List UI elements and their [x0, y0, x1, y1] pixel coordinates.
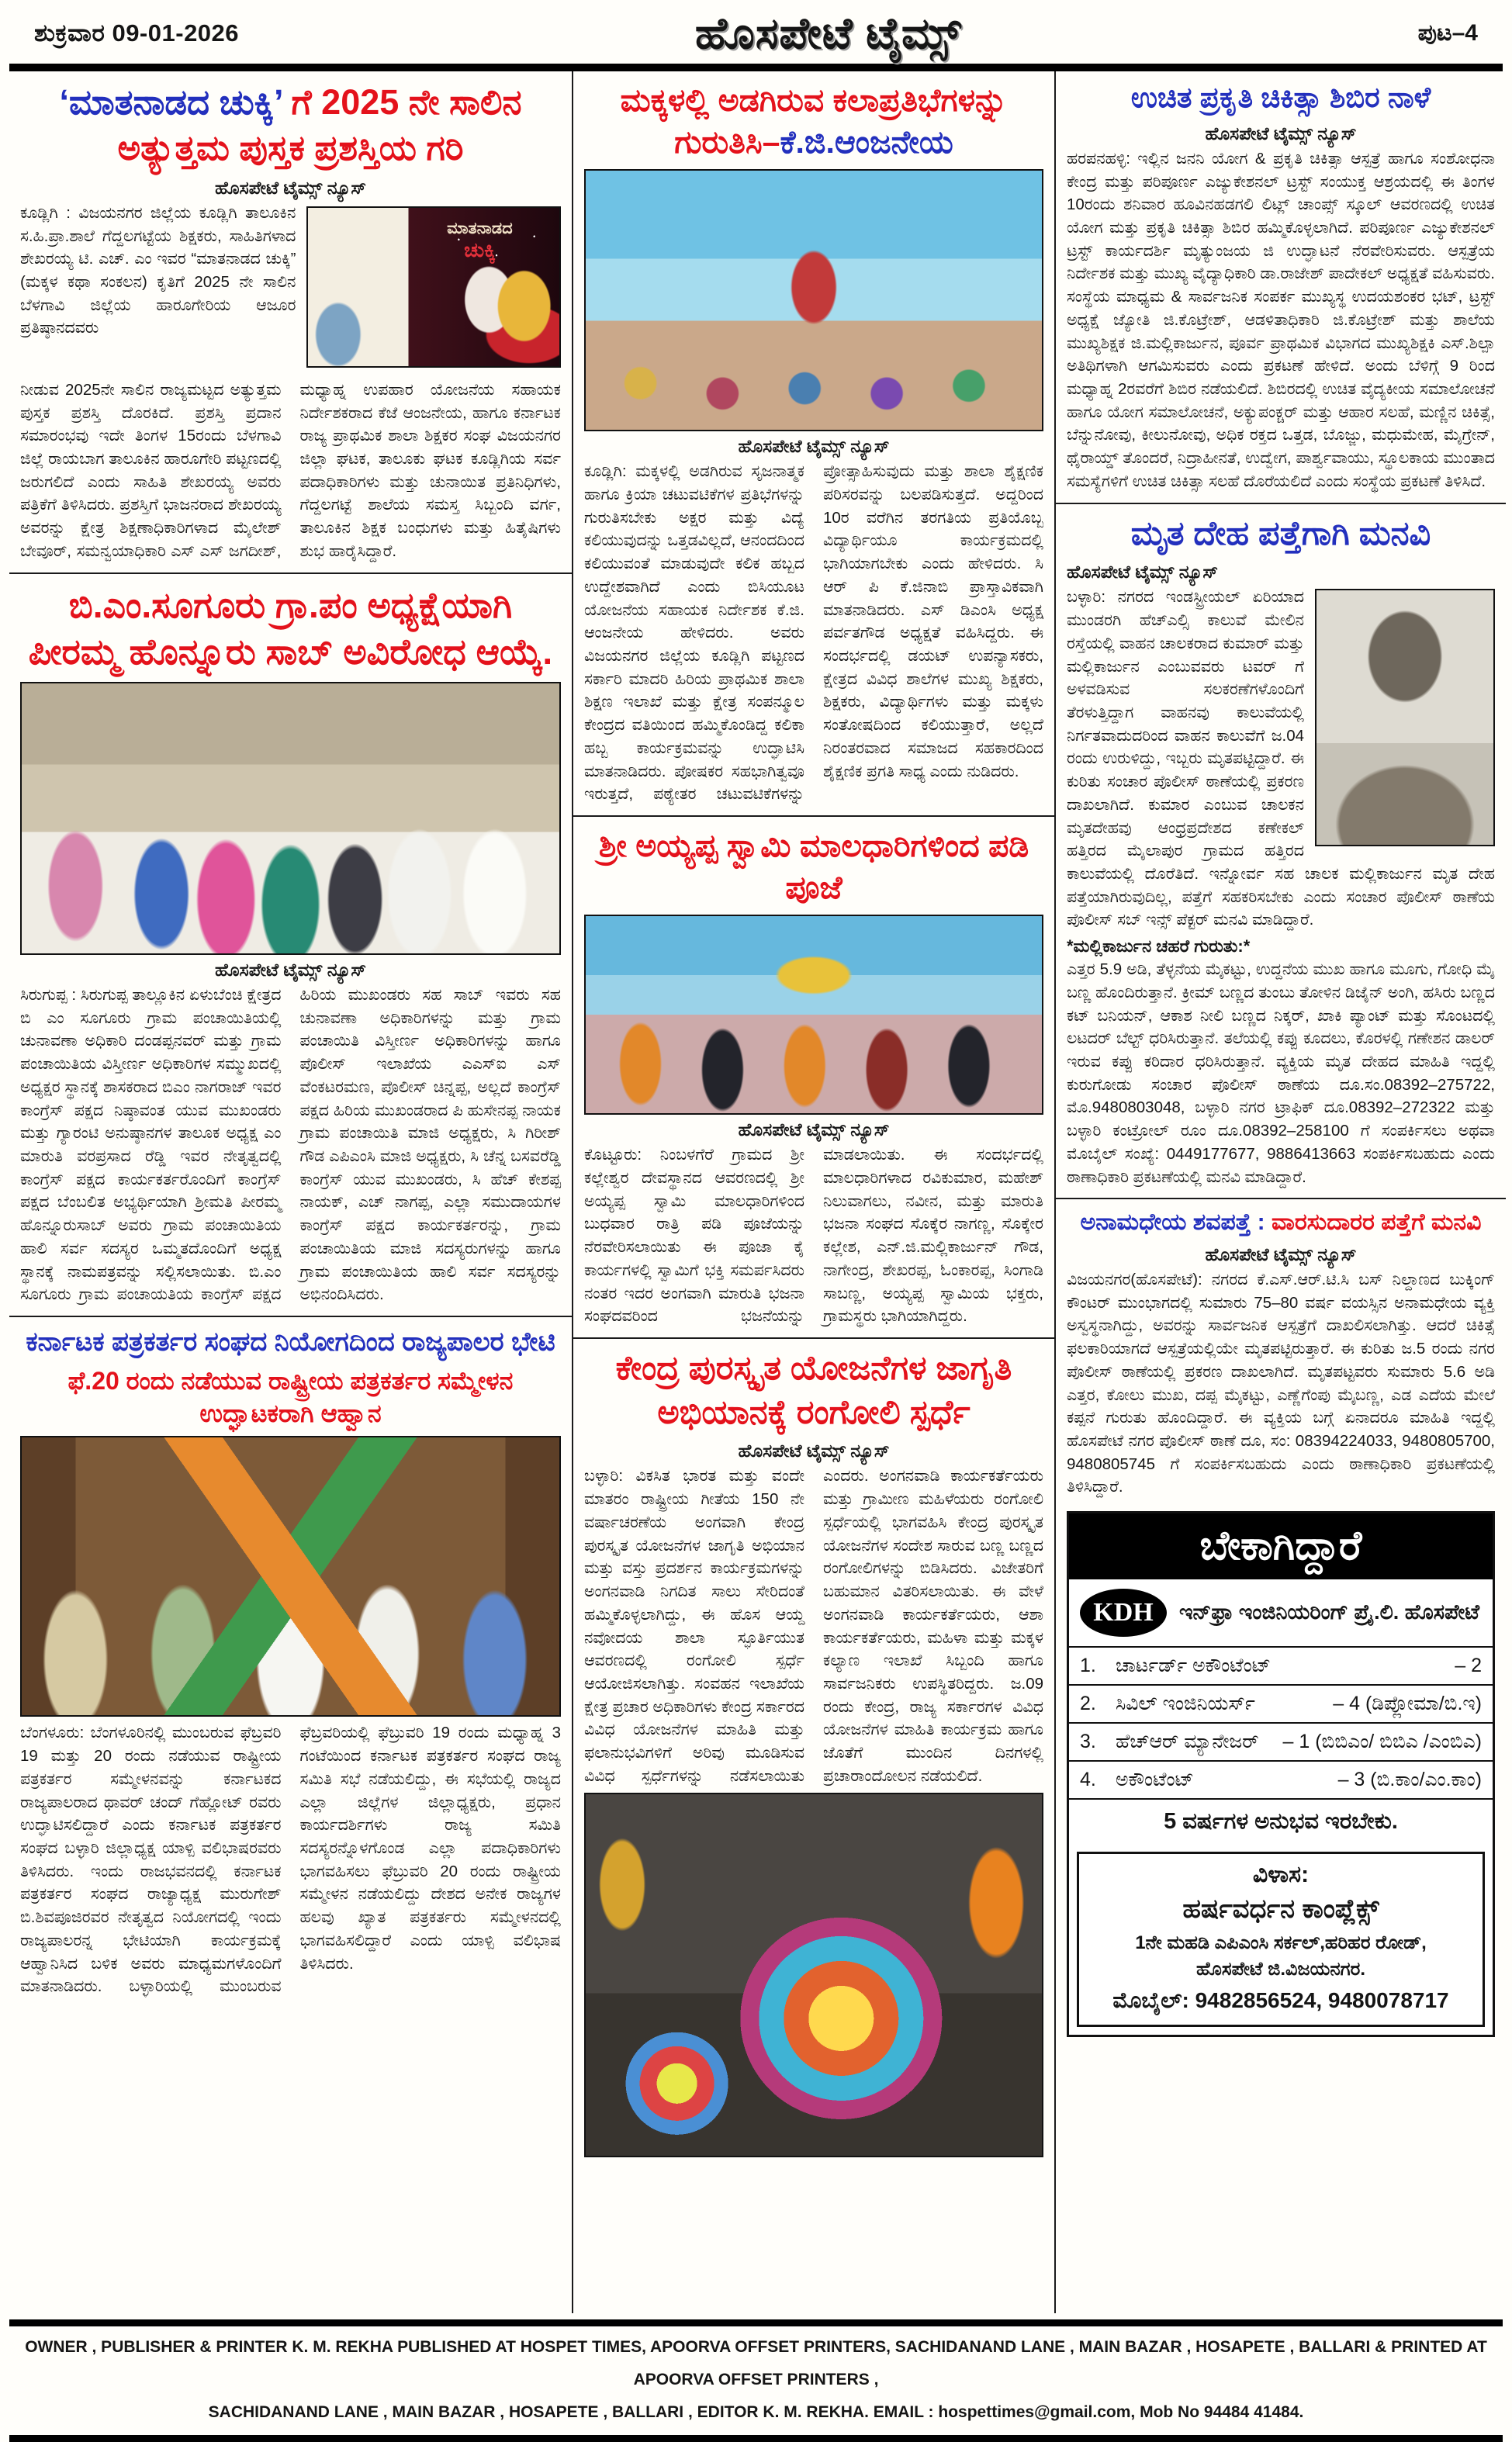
article-divider — [1056, 1198, 1506, 1199]
article-headline: ಮಕ್ಕಳಲ್ಲಿ ಅಡಗಿರುವ ಕಲಾಪ್ರತಿಭೆಗಳನ್ನು ಗುರುತಿಸಿ–ಕೆ.ಜಿ.ಆಂಜನೇಯ — [620, 82, 1008, 161]
ad-address-line1: 1ನೇ ಮಹಡಿ ಎಪಿಎಂಸಿ ಸರ್ಕಲ್,ಹರಿಹರ ರೋಡ್, — [1135, 1932, 1427, 1954]
ad-company-name: ಇನ್‌ಫ್ರಾ ಇಂಜಿನಿಯರಿಂಗ್ ಪ್ರೈ.ಲಿ. ಹೊಸಪೇಟೆ — [1179, 1600, 1480, 1624]
article-divider — [9, 572, 572, 574]
imprint-line-2: SACHIDANAND LANE , MAIN BAZAR , HOSAPETE , BALLARI , EDITOR K. M. REKHA. EMAIL : hospettimes@gmail.com, Mob No 94484 41484. — [208, 2403, 1304, 2421]
article-body-wrap — [1067, 586, 1495, 1188]
ad-experience-note: 5 ವರ್ಷಗಳ ಅನುಭವ ಇರಬೇಕು. — [1164, 1809, 1398, 1835]
article-headline: ಬಿ.ಎಂ.ಸೂಗೂರು ಗ್ರಾ.ಪಂ ಅಧ್ಯಕ್ಷೆಯಾಗಿ ಪೀರಮ್ಮ ಹೊನ್ನೂರು ಸಾಬ್ ಅವಿರೋಧ ಆಯ್ಕೆ. — [28, 584, 553, 673]
ad-mobile: ಮೊಬೈಲ್: 9482856524, 9480078717 — [1112, 1988, 1449, 2013]
ad-title: ಬೇಕಾಗಿದ್ದಾರೆ — [1069, 1513, 1493, 1579]
ad-address-line2: ಹೊಸಪೇಟೆ ಜಿ.ವಿಜಯನಗರ. — [1195, 1959, 1366, 1980]
ad-address-box — [1077, 1852, 1485, 2027]
article-body: ಬಳ್ಳಾರಿ: ವಿಕಸಿತ ಭಾರತ ಮತ್ತು ವಂದೇ ಮಾತರಂ ರಾಷ್ಟ್ರೀಯ ಗೀತೆಯ 150 ನೇ ವರ್ಷಾಚರಣೆಯ ಅಂಗವಾಗಿ ಕೇಂದ್ರ ಪುರಸ್ಕೃತ ಯೋಜನೆಗಳ ಜಾಗೃತಿ ಅಭಿಯಾನ ಮತ್ತು ವಸ್ತು ಪ್ರದರ್ಶನ ಕಾರ್ಯಕ್ರಮಗಳನ್ನು ಅಂಗನವಾಡಿ ನಿಗದಿತ ಸಾಲು ಸೇರಿದಂತೆ ಹಮ್ಮಿಕೊಳ್ಳಲಾಗಿದ್ದು, ಈ ಹೊಸ ಆಯ್ದ ನವೋದಯ ಶಾಲಾ ಸ್ಫೂರ್ತಿಯುತ ಆವರಣದಲ್ಲಿ ರಂಗೋಲಿ ಸ್ಪರ್ಧೆ ಆಯೋಜಿಸಲಾಗಿತ್ತು. ಸಂವಹನ ಇಲಾಖೆಯ ಕ್ಷೇತ್ರ ಪ್ರಚಾರ ಅಧಿಕಾರಿಗಳು ಕೇಂದ್ರ ಸರ್ಕಾರದ ವಿವಿಧ ಯೋಜನೆಗಳ ಮಾಹಿತಿ ಮತ್ತು ಫಲಾನುಭವಿಗಳಿಗೆ ಅರಿವು ಮೂಡಿಸುವ ವಿವಿಧ ಸ್ಪರ್ಧೆಗಳನ್ನು ನಡೆಸಲಾಯಿತು ಎಂದರು. ಅಂಗನವಾಡಿ ಕಾರ್ಯಕರ್ತೆಯರು ಮತ್ತು ಗ್ರಾಮೀಣ ಮಹಿಳೆಯರು ರಂಗೋಲಿ ಸ್ಪರ್ಧೆಯಲ್ಲಿ ಭಾಗವಹಿಸಿ ಕೇಂದ್ರ ಪುರಸ್ಕೃತ ಯೋಜನೆಗಳ ಸಂದೇಶ ಸಾರುವ ಬಣ್ಣ ಬಣ್ಣದ ರಂಗೋಲಿಗಳನ್ನು ಬಿಡಿಸಿದರು. ವಿಜೇತರಿಗೆ ಬಹುಮಾನ ವಿತರಿಸಲಾಯಿತು. ಈ ವೇಳೆ ಅಂಗನವಾಡಿ ಕಾರ್ಯಕರ್ತೆಯರು, ಆಶಾ ಕಾರ್ಯಕರ್ತೆಯರು, ಮಹಿಳಾ ಮತ್ತು ಮಕ್ಕಳ ಕಲ್ಯಾಣ ಇಲಾಖೆ ಸಿಬ್ಬಂದಿ ಹಾಗೂ ಸಾರ್ವಜನಿಕರು ಉಪಸ್ಥಿತರಿದ್ದರು. ಜ.09 ರಂದು ಕೇಂದ್ರ, ರಾಜ್ಯ ಸರ್ಕಾರಗಳ ವಿವಿಧ ಯೋಜನೆಗಳ ಮಾಹಿತಿ ಕಾರ್ಯಕ್ರಮ ಹಾಗೂ ಜೊತೆಗೆ ಮುಂದಿನ ದಿನಗಳಲ್ಲಿ ಪ್ರಚಾರಾಂದೋಲನ ನಡೆಯಲಿದೆ. — [584, 1467, 1043, 1785]
article-lead — [20, 202, 561, 372]
article-body: ಬೆಂಗಳೂರು: ಬೆಂಗಳೂರಿನಲ್ಲಿ ಮುಂಬರುವ ಫೆಬ್ರವರಿ 19 ಮತ್ತು 20 ರಂದು ನಡೆಯುವ ರಾಷ್ಟ್ರೀಯ ಪತ್ರಕರ್ತರ ಸಮ್ಮೇಳನವನ್ನು ಕರ್ನಾಟಕದ ರಾಜ್ಯಪಾಲರಾದ ಥಾವರ್ ಚಂದ್ ಗೆಹ್ಲೋಟ್ ರವರು ಉದ್ಘಾಟಿಸಲಿದ್ದಾರೆ ಎಂದು ಕರ್ನಾಟಕ ಪತ್ರಕರ್ತರ ಸಂಘದ ಬಳ್ಳಾರಿ ಜಿಲ್ಲಾಧ್ಯಕ್ಷ ಯಾಳ್ಪಿ ವಲಿಭಾಷರವರು ತಿಳಿಸಿದರು. ಇಂದು ರಾಜಭವನದಲ್ಲಿ ಕರ್ನಾಟಕ ಪತ್ರಕರ್ತರ ಸಂಘದ ರಾಜ್ಯಾಧ್ಯಕ್ಷ ಮುರುಗೇಶ್ ಬಿ.ಶಿವಪೂಜಿರವರ ನೇತೃತ್ವದ ನಿಯೋಗದಲ್ಲಿ ಇಂದು ರಾಜ್ಯಪಾಲರನ್ನ ಭೇಟಿಯಾಗಿ ಕಾರ್ಯಕ್ರಮಕ್ಕೆ ಆಹ್ವಾನಿಸಿದ ಬಳಿಕ ಅವರು ಮಾಧ್ಯಮಗಳೊಂದಿಗೆ ಮಾತನಾಡಿದರು. ಬಳ್ಳಾರಿಯಲ್ಲಿ ಮುಂಬರುವ ಫೆಬ್ರವರಿಯಲ್ಲಿ ಫೆಬ್ರುವರಿ 19 ರಂದು ಮಧ್ಯಾಹ್ನ 3 ಗಂಟೆಯಿಂದ ಕರ್ನಾಟಕ ಪತ್ರಕರ್ತರ ಸಂಘದ ರಾಜ್ಯ ಸಮಿತಿ ಸಭೆ ನಡೆಯಲಿದ್ದು, ಈ ಸಭೆಯಲ್ಲಿ ರಾಜ್ಯದ ಎಲ್ಲಾ ಜಿಲ್ಲೆಗಳ ಜಿಲ್ಲಾಧ್ಯಕ್ಷರು, ಪ್ರಧಾನ ಕಾರ್ಯದರ್ಶಿಗಳು ರಾಜ್ಯ ಸಮಿತಿ ಸದಸ್ಯರನ್ನೊಳಗೊಂಡ ಎಲ್ಲಾ ಪದಾಧಿಕಾರಿಗಳು ಭಾಗವಹಿಸಲು ಫೆಬ್ರುವರಿ 20 ರಂದು ರಾಷ್ಟ್ರೀಯ ಸಮ್ಮೇಳನ ನಡೆಯಲಿದ್ದು ದೇಶದ ಅನೇಕ ರಾಜ್ಯಗಳ ಹಲವು ಖ್ಯಾತ ಪತ್ರಕರ್ತರು ಸಮ್ಮೇಳನದಲ್ಲಿ ಭಾಗವಹಿಸಲಿದ್ದಾರೆ ಎಂದು ಯಾಳ್ಪಿ ವಲಿಭಾಷ ತಿಳಿಸಿದರು. — [20, 1724, 561, 1996]
school-event-photo — [584, 169, 1043, 431]
article-body-2: ಎತ್ತರ 5.9 ಅಡಿ, ತೆಳ್ಳನೆಯ ಮೈಕಟ್ಟು, ಉದ್ದನೆಯ ಮುಖ ಹಾಗೂ ಮೂಗು, ಗೋಧಿ ಮೈ ಬಣ್ಣ ಹೊಂದಿರುತ್ತಾನೆ. ಕ್ರೀಮ್ ಬಣ್ಣದ ತುಂಬು ತೋಳಿನ ಡಿಜೈನ್ ಅಂಗಿ, ಹಸಿರು ಬಣ್ಣದ ಕಟ್ ಬನಿಯನ್, ಆಕಾಶ ನೀಲಿ ಬಣ್ಣದ ನಿಕ್ಕರ್, ಖಾಕಿ ಪ್ಯಾಂಟ್ ಮತ್ತು ಸೊಂಟದಲ್ಲಿ ಲಟದರ್ ಬೆಲ್ಟ್ ಧರಿಸಿರುತ್ತಾನೆ. ತಲೆಯಲ್ಲಿ ಕಪ್ಪು ಕೂದಲು, ಕೊರಳಲ್ಲಿ ಗಣೇಶನ ಡಾಲರ್ ಇರುವ ಕಪ್ಪು ಕರಿದಾರ ಧರಿಸಿರುತ್ತಾನೆ. ವ್ಯಕ್ತಿಯ ಮೃತ ದೇಹದ ಮಾಹಿತಿ ಇದ್ದಲ್ಲಿ ಕುರುಗೋಡು ಸಂಚಾರ ಪೊಲೀಸ್ ಠಾಣೆಯ ದೂ.ಸಂ.08392–275722, ಮೊ.9480803048, ಬಳ್ಳಾರಿ ನಗರ ಟ್ರಾಫಿಕ್ ದೂ.08392–272322 ಮತ್ತು ಬಳ್ಳಾರಿ ಕಂಟ್ರೋಲ್ ರೂಂ ದೂ.08392–258100 ಗೆ ಸಂಪರ್ಕಿಸಲು ಅಥವಾ ಮೊಬೈಲ್ ಸಂಖ್ಯೆ: 0449177677, 9886413663 ಸಂಪರ್ಕಿಸಬಹುದು ಎಂದು ಠಾಣಾಧಿಕಾರಿ ಪ್ರಕಟಣೆಯಲ್ಲಿ ಮನವಿ ಮಾಡಿದ್ದಾರೆ. — [1067, 960, 1495, 1186]
article-divider — [573, 1337, 1054, 1339]
article-body: ಬಳ್ಳಾರಿ: ನಗರದ ಇಂಡಸ್ಟ್ರೀಯಲ್ ಏರಿಯಾದ ಮುಂಡರಗಿ ಹೆಚ್ಎಲ್ಸಿ ಕಾಲುವೆ ಮೇಲಿನ ರಸ್ತೆಯಲ್ಲಿ ವಾಹನ ಚಾಲಕರಾದ ಕುಮಾರ್ ಮತ್ತು ಮಲ್ಲಿಕಾರ್ಜುನ ಎಂಬುವವರು ಟವರ್ ಗೆ ಅಳವಡಿಸುವ ಸಲಕರಣೆಗಳೊಂದಿಗೆ ತೆರಳುತ್ತಿದ್ದಾಗ ವಾಹನವು ಕಾಲುವೆಯಲ್ಲಿ ನಿರ್ಗತವಾದುದರಿಂದ ವಾಹನ ಕಾಲುವೆಗೆ ಜ.04 ರಂದು ಉರುಳಿದ್ದು, ಇಬ್ಬರು ಮೃತಪಟ್ಟಿದ್ದಾರೆ. ಈ ಕುರಿತು ಸಂಚಾರ ಪೊಲೀಸ್ ಠಾಣೆಯಲ್ಲಿ ಪ್ರಕರಣ ದಾಖಲಾಗಿದೆ. ಕುಮಾರ ಎಂಬುವ ಚಾಲಕನ ಮೃತದೇಹವು ಆಂಧ್ರಪ್ರದೇಶದ ಕಣೇಕಲ್ ಹತ್ತಿರದ ಮೈಲಾಪುರ ಗ್ರಾಮದ ಹತ್ತಿರದ ಕಾಲುವೆಯಲ್ಲಿ ದೊರೆತಿದೆ. ಇನ್ನೋರ್ವ ಸಹ ಚಾಲಕ ಮಲ್ಲಿಕಾರ್ಜುನ ಮೃತ ದೇಹ ಪತ್ತೆಯಾಗಿರುವುದಿಲ್ಲ, ಪತ್ತೆಗೆ ಸಹಕರಿಸಬೇಕು ಎಂದು ಸಂಚಾರ ಪೊಲೀಸ್ ಠಾಣೆಯ ಪೊಲೀಸ್ ಸಬ್ ಇನ್ಸ್ ಪೆಕ್ಟರ್ ಮನವಿ ಮಾಡಿದ್ದಾರೆ. — [1067, 588, 1495, 929]
article-divider — [573, 815, 1054, 817]
byline: ಹೊಸಪೇಟೆ ಟೈಮ್ಸ್ ನ್ಯೂಸ್ — [214, 177, 366, 198]
byline: ಹೊಸಪೇಟೆ ಟೈಮ್ಸ್ ನ್ಯೂಸ್ — [738, 1119, 890, 1140]
missing-person-portrait — [1315, 589, 1495, 846]
footer-rule-top — [9, 2319, 1503, 2326]
article-headline: ಶ್ರೀ ಅಯ್ಯಪ್ಪ ಸ್ವಾಮಿ ಮಾಲಧಾರಿಗಳಿಂದ ಪಡಿ ಪೂಜೆ — [598, 828, 1029, 906]
article-missing-body-appeal — [1067, 512, 1495, 1189]
article-headline: ಮೃತ ದೇಹ ಪತ್ತೆಗಾಗಿ ಮನವಿ — [1130, 514, 1431, 552]
byline: ಹೊಸಪೇಟೆ ಟೈಮ್ಸ್ ನ್ಯೂಸ್ — [738, 436, 890, 457]
job-advertisement — [1067, 1511, 1495, 2037]
masthead-rule — [9, 64, 1503, 71]
book-cover-photo — [306, 206, 561, 368]
column-3 — [1054, 71, 1506, 2313]
devotees-photo — [584, 915, 1043, 1115]
identification-subhead: *ಮಲ್ಲಿಕಾರ್ಜುನ ಚಹರೆ ಗುರುತು:* — [1067, 936, 1251, 956]
byline: ಹೊಸಪೇಟೆ ಟೈಮ್ಸ್ ನ್ಯೂಸ್ — [738, 1441, 890, 1461]
article-headline: ಉಚಿತ ಪ್ರಕೃತಿ ಚಿಕಿತ್ಸಾ ಶಿಬಿರ ನಾಳೆ — [1130, 81, 1431, 113]
article-ayyappa-pooja — [584, 825, 1043, 1328]
byline: ಹೊಸಪೇಟೆ ಟೈಮ್ಸ್ ನ್ಯೂಸ್ — [214, 959, 366, 980]
article-divider — [9, 1316, 572, 1317]
ad-vacancy-row: 1. ಚಾರ್ಟರ್ಡ್ ಅಕೌಂಟೆಂಟ್ – 2 — [1069, 1648, 1493, 1686]
article-journalists-governor-meet — [20, 1325, 561, 1998]
article-body: ಸಿರುಗುಪ್ಪ : ಸಿರುಗುಪ್ಪ ತಾಲ್ಲೂಕಿನ ಏಳುಬೆಂಚಿ ಕ್ಷೇತ್ರದ ಬಿ ಎಂ ಸೂಗೂರು ಗ್ರಾಮ ಪಂಚಾಯಿತಿಯಲ್ಲಿ ಚುನಾವಣಾ ಅಧಿಕಾರಿ ದಂಡಪ್ಪನವರ್ ಮತ್ತು ಗ್ರಾಮ ಪಂಚಾಯಿತಿಯ ವಿಸ್ತೀರ್ಣ ಅಧಿಕಾರಿಗಳ ಸಮ್ಮುಖದಲ್ಲಿ ಅಧ್ಯಕ್ಷರ ಸ್ಥಾನಕ್ಕೆ ಶಾಸಕರಾದ ಬಿಎಂ ನಾಗರಾಜ್ ಇವರ ಕಾಂಗ್ರೆಸ್ ಪಕ್ಷದ ನಿಷ್ಠಾವಂತ ಯುವ ಮುಖಂಡರು ಮತ್ತು ಗ್ಯಾರಂಟಿ ಅನುಷ್ಠಾನಗಳ ತಾಲೂಕ ಅಧ್ಯಕ್ಷ ಎಂ ಮಾರುತಿ ವರಪ್ರಸಾದ ರೆಡ್ಡಿ ಇವರ ನೇತೃತ್ವದಲ್ಲಿ ಕಾಂಗ್ರೆಸ್ ಪಕ್ಷದ ಕಾರ್ಯಕರ್ತರೊಂದಿಗೆ ಕಾಂಗ್ರೆಸ್ ಪಕ್ಷದ ಬೆಂಬಲಿತ ಅಭ್ಯರ್ಥಿಯಾಗಿ ಶ್ರೀಮತಿ ಪೀರಮ್ಮ ಹೊನ್ನೂರುಸಾಬ್ ಅವರು ಗ್ರಾಮ ಪಂಚಾಯಿತಿಯ ಹಾಲಿ ಸರ್ವ ಸದಸ್ಯರ ಒಮ್ಮತದೊಂದಿಗೆ ಅಧ್ಯಕ್ಷ ಸ್ಥಾನಕ್ಕೆ ನಾಮಪತ್ರವನ್ನು ಸಲ್ಲಿಸಲಾಯಿತು. ಬಿ.ಎಂ ಸೂಗೂರು ಗ್ರಾಮ ಪಂಚಾಯತಿಯ ಕಾಂಗ್ರೆಸ್ ಪಕ್ಷದ ಹಿರಿಯ ಮುಖಂಡರು ಸಹ ಸಾಬ್ ಇವರು ಸಹ ಚುನಾವಣಾ ಅಧಿಕಾರಿಗಳನ್ನು ಮತ್ತು ಗ್ರಾಮ ಪಂಚಾಯಿತಿ ವಿಸ್ತೀರ್ಣ ಅಧಿಕಾರಿಗಳನ್ನು ಹಾಗೂ ಪೊಲೀಸ್ ಇಲಾಖೆಯ ಎಎಸ್ಐ ಎಸ್ ವೆಂಕಟರಮಣ, ಪೊಲೀಸ್ ಚಿನ್ನಪ್ಪ, ಅಲ್ಲದೆ ಕಾಂಗ್ರೆಸ್ ಪಕ್ಷದ ಹಿರಿಯ ಮುಖಂಡರಾದ ಪಿ ಹುಸೇನಪ್ಪ ನಾಯಕ ಗ್ರಾಮ ಪಂಚಾಯಿತಿ ಮಾಜಿ ಅಧ್ಯಕ್ಷರು, ಸಿ ಗಿರೀಶ್ ಗೌಡ ಎಪಿಎಂಸಿ ಮಾಜಿ ಅಧ್ಯಕ್ಷರು, ಸಿ ಚೆನ್ನ ಬಸವರೆಡ್ಡಿ ಕಾಂಗ್ರೆಸ್ ಯುವ ಮುಖಂಡರು, ಸಿ ಹೆಚ್ ಕೇಶಪ್ಪ ನಾಯಕ್, ಎಚ್ ನಾಗಪ್ಪ, ಎಲ್ಲಾ ಸಮುದಾಯಗಳ ಕಾಂಗ್ರೆಸ್ ಪಕ್ಷದ ಕಾರ್ಯಕರ್ತರನ್ನು, ಗ್ರಾಮ ಪಂಚಾಯಿತಿಯ ಮಾಜಿ ಸದಸ್ಯರುಗಳನ್ನು ಹಾಗೂ ಗ್ರಾಮ ಪಂಚಾಯಿತಿಯ ಹಾಲಿ ಸರ್ವ ಸದಸ್ಯರನ್ನು ಅಭಿನಂದಿಸಿದರು. — [20, 985, 561, 1304]
article-intro: ಕೂಡ್ಲಿಗಿ : ವಿಜಯನಗರ ಜಿಲ್ಲೆಯ ಕೂಡ್ಲಿಗಿ ತಾಲೂಕಿನ ಸ.ಹಿ.ಪ್ರಾ.ಶಾಲೆ ಗೆದ್ದಲಗಟ್ಟೆಯ ಶಿಕ್ಷಕರು, ಸಾಹಿತಿಗಳಾದ ಶೇಖರಯ್ಯ ಟಿ. ಎಚ್. ಎಂ ಇವರ “ಮಾತನಾಡದ ಚುಕ್ಕಿ” (ಮಕ್ಕಳ ಕಥಾ ಸಂಕಲನ) ಕೃತಿಗೆ 2025 ನೇ ಸಾಲಿನ ಬೆಳಗಾವಿ ಜಿಲ್ಲೆಯ ಹಾರೂಗೇರಿಯ ಆಜೂರ ಪ್ರತಿಷ್ಠಾನದವರು — [20, 203, 296, 337]
column-1 — [9, 71, 572, 2313]
article-body: ಕೊಟ್ಟೂರು: ನಿಂಬಳಗೆರೆ ಗ್ರಾಮದ ಶ್ರೀ ಕಲ್ಲೇಶ್ವರ ದೇವಸ್ಥಾನದ ಆವರಣದಲ್ಲಿ ಶ್ರೀ ಅಯ್ಯಪ್ಪ ಸ್ವಾಮಿ ಮಾಲಧಾರಿಗಳಿಂದ ಬುಧವಾರ ರಾತ್ರಿ ಪಡಿ ಪೂಜೆಯನ್ನು ನೆರವೇರಿಸಲಾಯಿತು ಈ ಪೂಜಾ ಕೈ ಕಾರ್ಯಗಳಲ್ಲಿ ಸ್ವಾಮಿಗೆ ಭಕ್ತಿ ಸಮರ್ಪಸಿದರು ನಂತರ ಇದರ ಅಂಗವಾಗಿ ಮಾರುತಿ ಭಜನಾ ಸಂಘದವರಿಂದ ಭಜನೆಯನ್ನು ಮಾಡಲಾಯಿತು. ಈ ಸಂದರ್ಭದಲ್ಲಿ ಮಾಲಧಾರಿಗಳಾದ ರವಿಕುಮಾರ, ಮಹೇಶ್ ನಿಲುವಾಗಲು, ನವೀನ, ಮತ್ತು ಮಾರುತಿ ಭಜನಾ ಸಂಘದ ಸೊಕ್ಕೆರ ನಾಗಣ್ಣ, ಸೊಕ್ಕೇರ ಕಲ್ಲೇಶ, ಎನ್.ಜಿ.ಮಲ್ಲಿಕಾರ್ಜುನ್ ಗೌಡ, ನಾಗೇಂದ್ರ, ಶೇಖರಪ್ಪ, ಓಂಕಾರಪ್ಪ, ಸಿಂಗಾಡಿ ಸಾಬಣ್ಣ, ಅಯ್ಯಪ್ಪ ಸ್ವಾಮಿಯ ಭಕ್ತರು, ಗ್ರಾಮಸ್ಥರು ಭಾಗಿಯಾಗಿದ್ದರು. — [584, 1146, 1043, 1326]
article-body: ನೀಡುವ 2025ನೇ ಸಾಲಿನ ರಾಜ್ಯಮಟ್ಟದ ಅತ್ಯುತ್ತಮ ಪುಸ್ತಕ ಪ್ರಶಸ್ತಿ ದೊರಕಿದೆ. ಪ್ರಶಸ್ತಿ ಪ್ರದಾನ ಸಮಾರಂಭವು ಇದೇ ತಿಂಗಳ 15ರಂದು ಬೆಳಗಾವಿ ಜಿಲ್ಲೆ ರಾಯಬಾಗ ತಾಲೂಕಿನ ಹಾರೂಗೇರಿ ಪಟ್ಟಣದಲ್ಲಿ ಜರುಗಲಿದೆ ಎಂದು ಸಾಹಿತಿ ಶೇಖರಯ್ಯ ಅವರು ಪತ್ರಿಕೆಗೆ ತಿಳಿಸಿದರು. ಪ್ರಶಸ್ತಿಗೆ ಭಾಜನರಾದ ಶೇಖರಯ್ಯ ಅವರನ್ನು ಕ್ಷೇತ್ರ ಶಿಕ್ಷಣಾಧಿಕಾರಿಗಳಾದ ಮೈಲೇಶ್ ಬೇವೂರ್, ಸಮನ್ವಯಾಧಿಕಾರಿ ಎಸ್ ಎಸ್ ಜಗದೀಶ್, ಮಧ್ಯಾಹ್ನ ಉಪಹಾರ ಯೋಜನೆಯ ಸಹಾಯಕ ನಿರ್ದೇಶಕರಾದ ಕೆಜೆ ಆಂಜನೇಯ, ಹಾಗೂ ಕರ್ನಾಟಕ ರಾಜ್ಯ ಪ್ರಾಥಮಿಕ ಶಾಲಾ ಶಿಕ್ಷಕರ ಸಂಘ ವಿಜಯನಗರ ಜಿಲ್ಲಾ ಘಟಕ, ತಾಲೂಕು ಘಟಕ ಕೂಡ್ಲಿಗಿಯ ಸರ್ವ ಪದಾಧಿಕಾರಿಗಳು ಮತ್ತು ಚುನಾಯಿತ ಪ್ರತಿನಿಧಿಗಳು, ಗೆದ್ದಲಗಟ್ಟೆ ಶಾಲೆಯ ಸಮಸ್ತ ಸಿಬ್ಬಂದಿ ವರ್ಗ, ತಾಲೂಕಿನ ಶಿಕ್ಷಕ ಬಂಧುಗಳು ಮತ್ತು ಹಿತೈಷಿಗಳು ಶುಭ ಹಾರೈಸಿದ್ದಾರೆ. — [20, 380, 561, 560]
edition-date: ಶುಕ್ರವಾರ 09-01-2026 — [34, 19, 240, 47]
column-2 — [572, 71, 1054, 2313]
article-grampanchayat-election — [20, 582, 561, 1307]
ad-address-label: ವಿಳಾಸ: — [1252, 1862, 1310, 1888]
article-unclaimed-body — [1067, 1207, 1495, 1499]
article-book-award — [20, 79, 561, 563]
article-headline: ‘ಮಾತನಾಡದ ಚುಕ್ಕಿ’ ಗೆ 2025 ನೇ ಸಾಲಿನ ಅತ್ಯುತ್ತಮ ಪುಸ್ತಕ ಪ್ರಶಸ್ತಿಯ ಗರಿ — [59, 82, 522, 168]
article-rangoli-contest — [584, 1347, 1043, 2157]
article-headline: ಕೇಂದ್ರ ಪುರಸ್ಕೃತ ಯೋಜನೆಗಳ ಜಾಗೃತಿ ಅಭಿಯಾನಕ್ಕೆ ರಂಗೋಲಿ ಸ್ಪರ್ಧೆ — [615, 1349, 1012, 1431]
imprint-line-1: OWNER , PUBLISHER & PRINTER K. M. REKHA PUBLISHED AT HOSPET TIMES, APOORVA OFFSET PRINTERS, SACHIDANAND LANE , MAIN BAZAR , HOSAPETE , BALLARI & PRINTED AT APOORVA OFFSET PRINTERS , — [25, 2338, 1487, 2388]
newspaper-title: ಹೊಸಪೇಟೆ ಟೈಮ್ಸ್ — [694, 8, 962, 57]
article-body: ವಿಜಯನಗರ(ಹೊಸಪೇಟೆ): ನಗರದ ಕೆ.ಎಸ್.ಆರ್.ಟಿ.ಸಿ ಬಸ್ ನಿಲ್ದಾಣದ ಬುಕ್ಕಿಂಗ್ ಕೌಂಟರ್ ಮುಂಭಾಗದಲ್ಲಿ ಸುಮಾರು 75–80 ವರ್ಷ ವಯಸ್ಸಿನ ಅನಾಮಧೇಯ ವ್ಯಕ್ತಿ ಅಸ್ವಸ್ಥನಾಗಿದ್ದು, ಅವರನ್ನು ಸಾರ್ವಜನಿಕ ಆಸ್ಪತ್ರೆಗೆ ದಾಖಲಿಸಲಾಗಿತ್ತು. ಆದರೆ ಚಿಕಿತ್ಸೆ ಫಲಕಾರಿಯಾಗದೆ ಆಸ್ಪತ್ರೆಯಲ್ಲಿಯೇ ಮೃತಪಟ್ಟಿರುತ್ತಾರೆ. ಈ ಕುರಿತು ಜ.5 ರಂದು ನಗರ ಪೊಲೀಸ್ ಠಾಣೆಯಲ್ಲಿ ಪ್ರಕರಣ ದಾಖಲಾಗಿದೆ. ಮೃತಪಟ್ಟವರು ಸುಮಾರು 5.6 ಅಡಿ ಎತ್ತರ, ಕೋಲು ಮುಖ, ದಪ್ಪ ಮೈಕಟ್ಟು, ಎಣ್ಣೆಗೆಂಪು ಮೈಬಣ್ಣ, ಎಡ ಎದೆಯ ಮೇಲೆ ಕಪ್ಪನೆ ಗುರುತು ಹೊಂದಿದ್ದಾರೆ. ಈ ವ್ಯಕ್ತಿಯ ಬಗ್ಗೆ ಏನಾದರೂ ಮಾಹಿತಿ ಇದ್ದಲ್ಲಿ ಹೊಸಪೇಟೆ ನಗರ ಪೊಲೀಸ್ ಠಾಣೆ ದೂ, ಸಂ: 08394224033, 9480805700, 9480805745 ಗೆ ಸಂಪರ್ಕಿಸಬಹುದು ಎಂದು ಠಾಣಾಧಿಕಾರಿ ಪ್ರಕಟಣೆಯಲ್ಲಿ ತಿಳಿಸಿದ್ದಾರೆ. — [1067, 1270, 1495, 1496]
article-headline: ಅನಾಮಧೇಯ ಶವಪತ್ತೆ : ವಾರಸುದಾರರ ಪತ್ತೆಗೆ ಮನವಿ — [1080, 1209, 1482, 1236]
byline: ಹೊಸಪೇಟೆ ಟೈಮ್ಸ್ ನ್ಯೂಸ್ — [1067, 562, 1219, 583]
article-body: ಕೂಡ್ಲಿಗಿ: ಮಕ್ಕಳಲ್ಲಿ ಅಡಗಿರುವ ಸೃಜನಾತ್ಮಕ ಹಾಗೂ ಕ್ರಿಯಾ ಚಟುವಟಿಕೆಗಳ ಪ್ರತಿಭೆಗಳನ್ನು ಗುರುತಿಸಬೇಕು ಅಕ್ಷರ ಮತ್ತು ವಿದ್ಯೆ ಕಲಿಯುವುದನ್ನು ಒತ್ತಡವಿಲ್ಲದೆ, ಆನಂದದಿಂದ ಕಲಿಯುವಂತೆ ಮಾಡುವುದೇ ಕಲಿಕ ಹಬ್ಬದ ಉದ್ದೇಶವಾಗಿದೆ ಎಂದು ಬಿಸಿಯೂಟ ಯೋಜನೆಯ ಸಹಾಯಕ ನಿರ್ದೇಶಕ ಕೆ.ಜಿ. ಆಂಜನೇಯ ಹೇಳಿದರು. ಅವರು ವಿಜಯನಗರ ಜಿಲ್ಲೆಯ ಕೂಡ್ಲಿಗಿ ಪಟ್ಟಣದ ಸರ್ಕಾರಿ ಮಾದರಿ ಹಿರಿಯ ಪ್ರಾಥಮಿಕ ಶಾಲಾ ಶಿಕ್ಷಣ ಇಲಾಖೆ ಮತ್ತು ಕ್ಷೇತ್ರ ಸಂಪನ್ಮೂಲ ಕೇಂದ್ರದ ವತಿಯಿಂದ ಹಮ್ಮಿಕೊಂಡಿದ್ದ ಕಲಿಕಾ ಹಬ್ಬ ಕಾರ್ಯಕ್ರಮವನ್ನು ಉದ್ಘಾಟಿಸಿ ಮಾತನಾಡಿದರು. ಪೋಷಕರ ಸಹಭಾಗಿತ್ವವೂ ಇರುತ್ತದೆ, ಪಠ್ಯೇತರ ಚಟುವಟಿಕೆಗಳನ್ನು ಪ್ರೋತ್ಸಾಹಿಸುವುದು ಮತ್ತು ಶಾಲಾ ಶೈಕ್ಷಣಿಕ ಪರಿಸರವನ್ನು ಬಲಪಡಿಸುತ್ತದೆ. ಅದ್ದರಿಂದ 10ರ ವರೆಗಿನ ತರಗತಿಯ ಪ್ರತಿಯೊಬ್ಬ ವಿದ್ಯಾರ್ಥಿಯೂ ಕಾರ್ಯಕ್ರಮದಲ್ಲಿ ಭಾಗಿಯಾಗಬೇಕು ಎಂದು ಹೇಳಿದರು. ಸಿ ಆರ್ ಪಿ ಕೆ.ಜಿನಾಬಿ ಪ್ರಾಸ್ತಾವಿಕವಾಗಿ ಮಾತನಾಡಿದರು. ಎಸ್ ಡಿಎಂಸಿ ಅಧ್ಯಕ್ಷ ಪರ್ವತಗೌಡ ಅಧ್ಯಕ್ಷತೆ ವಹಿಸಿದ್ದರು. ಈ ಸಂದರ್ಭದಲ್ಲಿ ಡಯಟ್ ಉಪನ್ಯಾಸಕರು, ಕ್ಷೇತ್ರದ ವಿವಿಧ ಶಾಲೆಗಳ ಮುಖ್ಯ ಶಿಕ್ಷಕರು, ಶಿಕ್ಷಕರು, ವಿದ್ಯಾರ್ಥಿಗಳು ಮತ್ತು ಮಕ್ಕಳು ಸಂತೋಷದಿಂದ ಕಲಿಯುತ್ತಾರೆ, ಅಲ್ಲದೆ ನಿರಂತರವಾದ ಸಮಾಜದ ಸಹಕಾರದಿಂದ ಶೈಕ್ಷಣಿಕ ಪ್ರಗತಿ ಸಾಧ್ಯ ಎಂದು ನುಡಿದರು. — [584, 462, 1043, 804]
article-body: ಹರಪನಹಳ್ಳಿ: ಇಲ್ಲಿನ ಜನನಿ ಯೋಗ & ಪ್ರಕೃತಿ ಚಿಕಿತ್ಸಾ ಆಸ್ಪತ್ರೆ ಹಾಗೂ ಸಂಶೋಧನಾ ಕೇಂದ್ರ ಮತ್ತು ಪರಿಪೂರ್ಣ ಎಜ್ಯುಕೇಶನಲ್ ಟ್ರಸ್ಟ್ ಸಂಯುಕ್ತ ಆಶ್ರಯದಲ್ಲಿ ಈ ತಿಂಗಳ 10ರಂದು ಶನಿವಾರ ಹೂವಿನಹಡಗಲಿ ಲಿಟ್ಲ್ ಚಾಂಪ್ಸ್ ಸ್ಕೂಲ್ ಆವರಣದಲ್ಲಿ ಉಚಿತ ಯೋಗ ಮತ್ತು ಪ್ರಕೃತಿ ಚಿಕಿತ್ಸಾ ಶಿಬಿರ ಹಮ್ಮಿಕೊಳ್ಳಲಾಗಿದೆ. ಪರಿಪೂರ್ಣ ಎಜ್ಯುಕೇಶನಲ್ ಟ್ರಸ್ಟ್ ಕಾರ್ಯದರ್ಶಿ ಮೃತ್ಯುಂಜಯ ಜಿ ಉದ್ಘಾಟನೆ ನೆರವೇರಿಸುವರು. ಆಸ್ಪತ್ರೆಯ ನಿರ್ದೇಶಕ ಮತ್ತು ಮುಖ್ಯ ವೈದ್ಯಾಧಿಕಾರಿ ಡಾ.ರಾಜೇಶ್ ಪಾದೇಕಲ್ ಅಧ್ಯಕ್ಷತೆ ವಹಿಸುವರು. ಸಂಸ್ಥೆಯ ಮಾಧ್ಯಮ & ಸಾರ್ವಜನಿಕ ಸಂಪರ್ಕ ಮುಖ್ಯಸ್ಥ ಉದಯಶಂಕರ ಭಟ್, ಟ್ರಸ್ಟ್ ಅಧ್ಯಕ್ಷೆ ಜ್ಯೋತಿ ಜಿ.ಕೊಟ್ರೇಶ್, ಆಡಳಿತಾಧಿಕಾರಿ ಜಿ.ಕೊಟ್ರೇಶ್ ಮತ್ತು ಶಾಲೆಯ ಮುಖ್ಯಶಿಕ್ಷಕ ಜಿ.ಮಲ್ಲಿಕಾರ್ಜುನ, ಪೂರ್ವ ಪ್ರಾಥಮಿಕ ವಿಭಾಗದ ಮುಖ್ಯಶಿಕ್ಷಕಿ ಎಸ್.ಶಿಲ್ಪಾ ಅತಿಥಿಗಳಾಗಿ ಆಗಮಿಸುವರು ಎಂದು ಪ್ರಕಟಣೆ ಹೇಳಿದೆ. ಅಂದು ಬೆಳಿಗ್ಗೆ 9 ರಿಂದ ಮಧ್ಯಾಹ್ನ 2ರವರೆಗೆ ಶಿಬಿರ ನಡೆಯಲಿದೆ. ಶಿಬಿರದಲ್ಲಿ ಉಚಿತ ವೈದ್ಯಕೀಯ ಸಮಾಲೋಚನೆ ಹಾಗೂ ಯೋಗ ಸಮಾಲೋಚನೆ, ಅಕ್ಯುಪಂಕ್ಚರ್ ಮತ್ತು ಆಹಾರ ಸಲಹೆ, ಮಣ್ಣಿನ ಚಿಕಿತ್ಸೆ, ಬೆನ್ನುನೋವು, ಕೀಲುನೋವು, ಅಧಿಕ ರಕ್ತದ ಒತ್ತಡ, ಬೊಜ್ಜು, ಮಧುಮೇಹ, ಮೈಗ್ರೇನ್, ಥೈರಾಯ್ಡ್ ತೊಂದರೆ, ನಿದ್ರಾಹೀನತೆ, ಉದ್ವೇಗ, ಪಾರ್ಶ್ವವಾಯು, ಸ್ಥೂಲಕಾಯ ಮುಂತಾದ ಸಮಸ್ಯೆಗಳಿಗೆ ಉಚಿತ ಚಿಕಿತ್ಸಾ ಸಲಹೆ ದೊರೆಯಲಿದೆ ಎಂದು ಸಂಸ್ಥೆಯ ಪ್ರಕಟಣೆ ತಿಳಿಸಿದೆ. — [1067, 149, 1495, 490]
ad-vacancy-row: 4. ಅಕೌಂಟೆಂಟ್ – 3 (ಬಿ.ಕಾಂ/ಎಂ.ಕಾಂ) — [1069, 1762, 1493, 1800]
article-divider — [1056, 503, 1506, 504]
footer-rule-bottom — [9, 2435, 1503, 2442]
ad-company-row — [1069, 1579, 1493, 1648]
kdh-logo: KDH — [1080, 1589, 1167, 1637]
masthead — [0, 0, 1512, 61]
ad-vacancy-row: 2. ಸಿವಿಲ್ ಇಂಜಿನಿಯರ್ಸ್ – 4 (ಡಿಪ್ಲೋಮಾ/ಬಿ.ಇ) — [1069, 1686, 1493, 1724]
byline: ಹೊಸಪೇಟೆ ಟೈಮ್ಸ್ ನ್ಯೂಸ್ — [1205, 1243, 1357, 1264]
governor-meeting-photo — [20, 1436, 561, 1717]
article-children-talent — [584, 79, 1043, 806]
article-nature-cure-camp — [1067, 79, 1495, 493]
book-cover-title: ಮಾತನಾಡದ ಚುಕ್ಕಿ — [447, 219, 513, 261]
ad-address-name: ಹರ್ಷವರ್ಧನ ಕಾಂಪ್ಲೆಕ್ಸ್ — [1182, 1894, 1379, 1925]
article-headline: ಕರ್ನಾಟಕ ಪತ್ರಕರ್ತರ ಸಂಘದ ನಿಯೋಗದಿಂದ ರಾಜ್ಯಪಾಲರ ಭೇಟಿ ಫೆ.20 ರಂದು ನಡೆಯುವ ರಾಷ್ಟ್ರೀಯ ಪತ್ರಕರ್ತರ ಸಮ್ಮೇಳನ ಉದ್ಘಾಟಕರಾಗಿ ಆಹ್ವಾನ — [26, 1327, 555, 1428]
byline: ಹೊಸಪೇಟೆ ಟೈಮ್ಸ್ ನ್ಯೂಸ್ — [1205, 123, 1357, 144]
page-columns — [0, 71, 1512, 2313]
group-photo — [20, 682, 561, 955]
imprint — [0, 2326, 1512, 2429]
page-number: ಪುಟ–4 — [1417, 20, 1478, 46]
ad-vacancy-row: 3. ಹೆಚ್‌ಆರ್ ಮ್ಯಾನೇಜರ್ – 1 (ಬಿಬಿಎಂ/ ಬಿಬಿಎ /ಎಂಬಿಎ) — [1069, 1724, 1493, 1762]
rangoli-photo — [584, 1793, 1043, 2157]
